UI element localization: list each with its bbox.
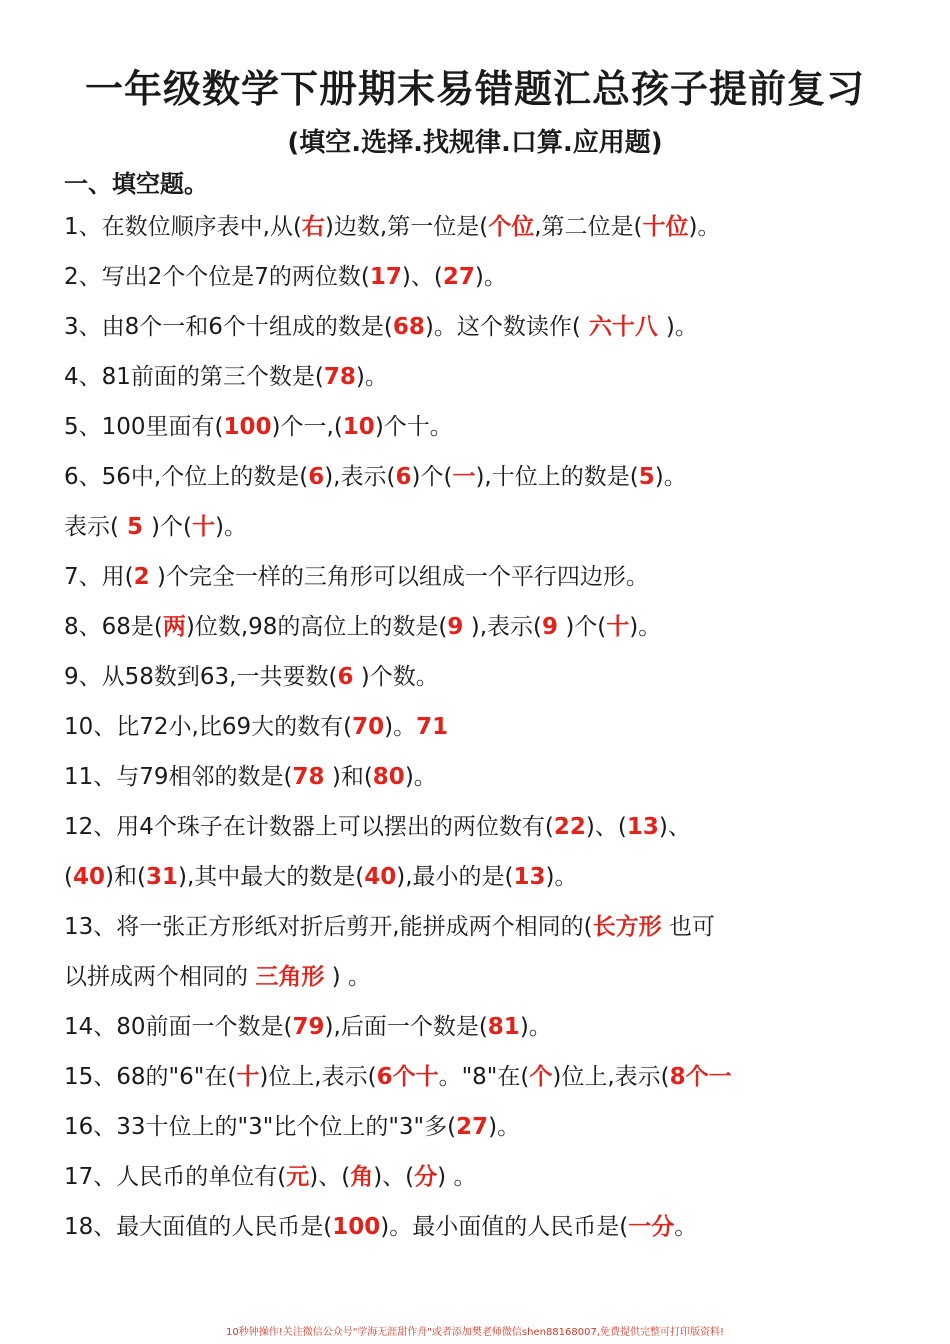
answer-text: 十 (236, 1064, 260, 1090)
answer-text: 78 (292, 764, 325, 790)
question-text: )。 (688, 214, 721, 240)
question-line (64, 1112, 934, 1142)
question-text: 表示( (64, 514, 119, 540)
answer-text: 22 (553, 814, 586, 840)
question-text: )、( (309, 1164, 351, 1190)
answer-text: 13 (626, 814, 659, 840)
answer-text: 元 (286, 1164, 310, 1190)
question-text: )位上,表示( (259, 1064, 377, 1090)
answer-text: 六十八 (580, 314, 666, 340)
answer-text: 71 (416, 714, 449, 740)
question-text: ),后面一个数是( (324, 1014, 488, 1040)
question-text: ,第二位是( (534, 214, 643, 240)
question-text: )个数。 (353, 664, 439, 690)
answer-text: 长方形 (592, 914, 662, 940)
answer-text: 一分 (628, 1214, 675, 1240)
question-text: )。 (665, 314, 698, 340)
question-text: ),最小的是( (396, 864, 514, 890)
answer-text: 5 (118, 514, 152, 540)
question-text: 16、33十位上的"3"比个位上的"3"多( (64, 1114, 457, 1140)
question-text: )。 (519, 1014, 552, 1040)
page-title: 一年级数学下册期末易错题汇总孩子提前复习 (84, 67, 865, 111)
question-line (64, 962, 934, 992)
footer-note: 10秒钟操作!关注微信公众号"学海无涯甜作舟"或者添加樊老师微信shen88168007,免费提供完整可打印版资料! (225, 1327, 725, 1338)
question-text: )、( (585, 814, 627, 840)
question-text: 。"8"在( (438, 1064, 530, 1090)
answer-text: 9 (542, 614, 559, 640)
answer-text: 81 (487, 1014, 520, 1040)
question-text: 15、68的"6"在( (64, 1064, 237, 1090)
question-text: 5、100里面有( (64, 414, 224, 440)
answer-text: 17 (369, 264, 402, 290)
answer-text: 十 (606, 614, 630, 640)
question-text: )。 (384, 714, 417, 740)
answer-text: 27 (456, 1114, 489, 1140)
question-text: ),表示( (324, 464, 396, 490)
question-text: )位数,98的高位上的数是( (185, 614, 448, 640)
answer-text: 5 (638, 464, 655, 490)
answer-text: 10 (342, 414, 375, 440)
question-text: )。 (355, 364, 388, 390)
question-text: 9、从58数到63,一共要数( (64, 664, 338, 690)
question-line (64, 362, 934, 392)
question-text: )个完全一样的三角形可以组成一个平行四边形。 (149, 564, 649, 590)
answer-text: 27 (442, 264, 475, 290)
question-text: )和( (105, 864, 146, 890)
question-text: 11、与79相邻的数是( (64, 764, 293, 790)
question-text: )个( (151, 514, 192, 540)
question-line (64, 562, 934, 592)
answer-text: 分 (414, 1164, 438, 1190)
question-text: )个十。 (374, 414, 453, 440)
question-text: ),十位上的数是( (475, 464, 639, 490)
question-text: 1、在数位顺序表中,从( (64, 214, 302, 240)
question-text: 2、写出2个个位是7的两位数( (64, 264, 370, 290)
question-line (64, 812, 934, 842)
answer-text: 13 (513, 864, 546, 890)
answer-text: 79 (292, 1014, 325, 1040)
answer-text: 三角形 (255, 964, 325, 990)
answer-text: 角 (350, 1164, 374, 1190)
question-text: )、( (401, 264, 443, 290)
answer-text: 十位 (642, 214, 689, 240)
answer-text: 100 (223, 414, 272, 440)
question-line (64, 1012, 934, 1042)
question-line (64, 912, 934, 942)
question-text: )、( (373, 1164, 415, 1190)
question-line (64, 712, 934, 742)
answer-text: 80 (372, 764, 405, 790)
question-text: )个( (558, 614, 607, 640)
question-line (64, 662, 934, 692)
question-text: 。 (674, 1214, 698, 1240)
answer-text: 40 (72, 864, 105, 890)
answer-text: 6 (395, 464, 412, 490)
question-line (64, 1062, 934, 1092)
answer-text: 70 (352, 714, 385, 740)
answer-text: 8个一 (669, 1064, 732, 1090)
question-text: 3、由8个一和6个十组成的数是( (64, 314, 393, 340)
question-text: 7、用( (64, 564, 134, 590)
answer-text: 68 (392, 314, 425, 340)
question-line (64, 212, 934, 242)
question-text: )、 (658, 814, 691, 840)
answer-text: 6 (337, 664, 354, 690)
question-text: 14、80前面一个数是( (64, 1014, 293, 1040)
question-text: 17、人民币的单位有( (64, 1164, 287, 1190)
question-text: ),其中最大的数是( (177, 864, 365, 890)
answer-text: 两 (162, 614, 186, 640)
question-text: 10、比72小,比69大的数有( (64, 714, 353, 740)
page-subtitle: (填空.选择.找规律.口算.应用题) (287, 128, 663, 158)
question-text: )位上,表示( (552, 1064, 670, 1090)
question-line (64, 762, 934, 792)
question-line (64, 512, 934, 542)
question-text: )。 (545, 864, 578, 890)
question-text: 18、最大面值的人民币是( (64, 1214, 333, 1240)
answer-text: 十 (191, 514, 215, 540)
question-text: )。 (654, 464, 687, 490)
question-line (64, 462, 934, 492)
answer-text: 右 (301, 214, 325, 240)
question-text: )。 (474, 264, 507, 290)
question-line (64, 862, 934, 892)
question-text: )。 (214, 514, 247, 540)
question-line (64, 412, 934, 442)
answer-text: 9 (447, 614, 464, 640)
answer-text: 个 (529, 1064, 553, 1090)
question-text: ) 。 (324, 964, 371, 990)
question-text: 4、81前面的第三个数是( (64, 364, 324, 390)
question-text: ),表示( (463, 614, 542, 640)
answer-text: 2 (133, 564, 150, 590)
question-text: )边数,第一位是( (324, 214, 489, 240)
question-text: 8、68是( (64, 614, 163, 640)
question-line (64, 612, 934, 642)
section-heading: 一、填空题。 (64, 170, 208, 198)
question-text: )。这个数读作( (424, 314, 581, 340)
question-text: )。最小面值的人民币是( (380, 1214, 629, 1240)
answer-text: 78 (323, 364, 356, 390)
question-text: 也可 (661, 914, 715, 940)
question-text: 6、56中,个位上的数是( (64, 464, 309, 490)
question-text: )个( (411, 464, 453, 490)
answer-text: 6 (308, 464, 325, 490)
answer-text: 40 (364, 864, 397, 890)
answer-text: 一 (452, 464, 476, 490)
question-line (64, 262, 934, 292)
answer-text: 个位 (488, 214, 535, 240)
question-text: )。 (488, 1114, 521, 1140)
answer-text: 100 (332, 1214, 381, 1240)
answer-text: 31 (145, 864, 178, 890)
question-text: ( (64, 864, 73, 890)
question-line (64, 1212, 934, 1242)
question-text: 12、用4个珠子在计数器上可以摆出的两位数有( (64, 814, 554, 840)
question-line (64, 312, 934, 342)
question-text: ) 。 (437, 1164, 477, 1190)
answer-text: 6个十 (376, 1064, 439, 1090)
question-text: )。 (404, 764, 437, 790)
question-text: 13、将一张正方形纸对折后剪开,能拼成两个相同的( (64, 914, 593, 940)
question-text: )个一,( (271, 414, 343, 440)
question-text: 以拼成两个相同的 (64, 964, 256, 990)
question-text: )和( (324, 764, 373, 790)
question-line (64, 1162, 934, 1192)
question-text: )。 (629, 614, 662, 640)
